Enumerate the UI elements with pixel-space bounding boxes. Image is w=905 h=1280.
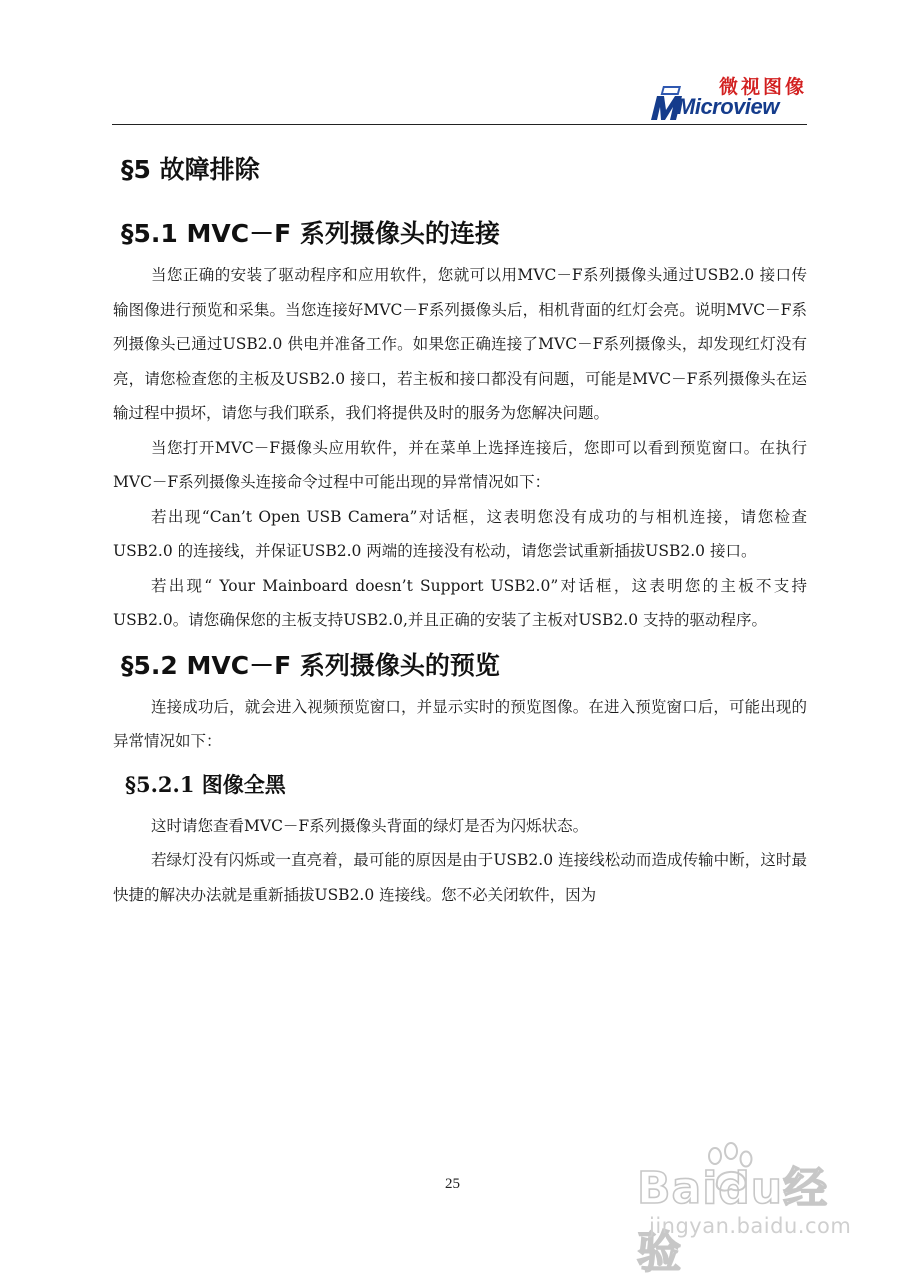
watermark-brand-text: Baidu经验 xyxy=(637,1163,829,1278)
logo-chinese-text: 微视图像 xyxy=(718,76,807,98)
section-5-2-heading: §5.2 MVC－F 系列摄像头的预览 xyxy=(121,650,500,680)
logo-english-text: Microview xyxy=(677,94,779,119)
paragraph: 连接成功后，就会进入视频预览窗口，并显示实时的预览图像。在进入预览窗口后，可能出现的异常情况如下： xyxy=(113,697,807,750)
paragraph: 若出现“Can’t Open USB Camera”对话框，这表明您没有成功的与相机连接，请您检查USB2.0 的连接线，并保证USB2.0 两端的连接没有松动，请您尝试重新插拔USB2.0 接口。 xyxy=(113,507,807,560)
microview-logo xyxy=(647,72,807,124)
page-content xyxy=(113,140,807,912)
section-5-2-1-heading: §5.2.1 图像全黑 xyxy=(125,771,286,797)
section-5-heading: §5 故障排除 xyxy=(121,155,260,184)
section-5-1-heading: §5.1 MVC－F 系列摄像头的连接 xyxy=(121,219,500,248)
watermark-url-text: jingyan.baidu.com xyxy=(649,1214,852,1238)
page-number: 25 xyxy=(445,1176,460,1192)
paragraph: 若绿灯没有闪烁或一直亮着，最可能的原因是由于USB2.0 连接线松动而造成传输中断，这时最快捷的解决办法就是重新插拔USB2.0 连接线。您不必关闭软件，因为 xyxy=(113,851,807,904)
paragraph: 当您正确的安装了驱动程序和应用软件，您就可以用MVC－F系列摄像头通过USB2.0 接口传输图像进行预览和采集。当您连接好MVC－F系列摄像头后，相机背面的红灯会亮。说明MVC－F系列摄像头已通过USB2.0 供电并准备工作。如果您正确连接了MVC－F系列摄像头，却发现红灯没有亮，请您检查您的主板及USB2.0 接口，若主板和接口都没有问题，可能是MVC－F系列摄像头在运输过程中损坏，请您与我们联系，我们将提供及时的服务为您解决问题。 xyxy=(113,266,807,422)
paragraph: 若出现“ Your Mainboard doesn’t Support USB2.0”对话框，这表明您的主板不支持USB2.0。请您确保您的主板支持USB2.0,并且正确的安装了主板对USB2.0 支持的驱动程序。 xyxy=(113,576,807,629)
header-divider xyxy=(112,124,807,125)
paragraph: 当您打开MVC－F摄像头应用软件，并在菜单上选择连接后，您即可以看到预览窗口。在执行MVC－F系列摄像头连接命令过程中可能出现的异常情况如下： xyxy=(113,438,807,491)
baidu-watermark xyxy=(631,1148,861,1278)
paragraph: 这时请您查看MVC－F系列摄像头背面的绿灯是否为闪烁状态。 xyxy=(151,816,589,835)
